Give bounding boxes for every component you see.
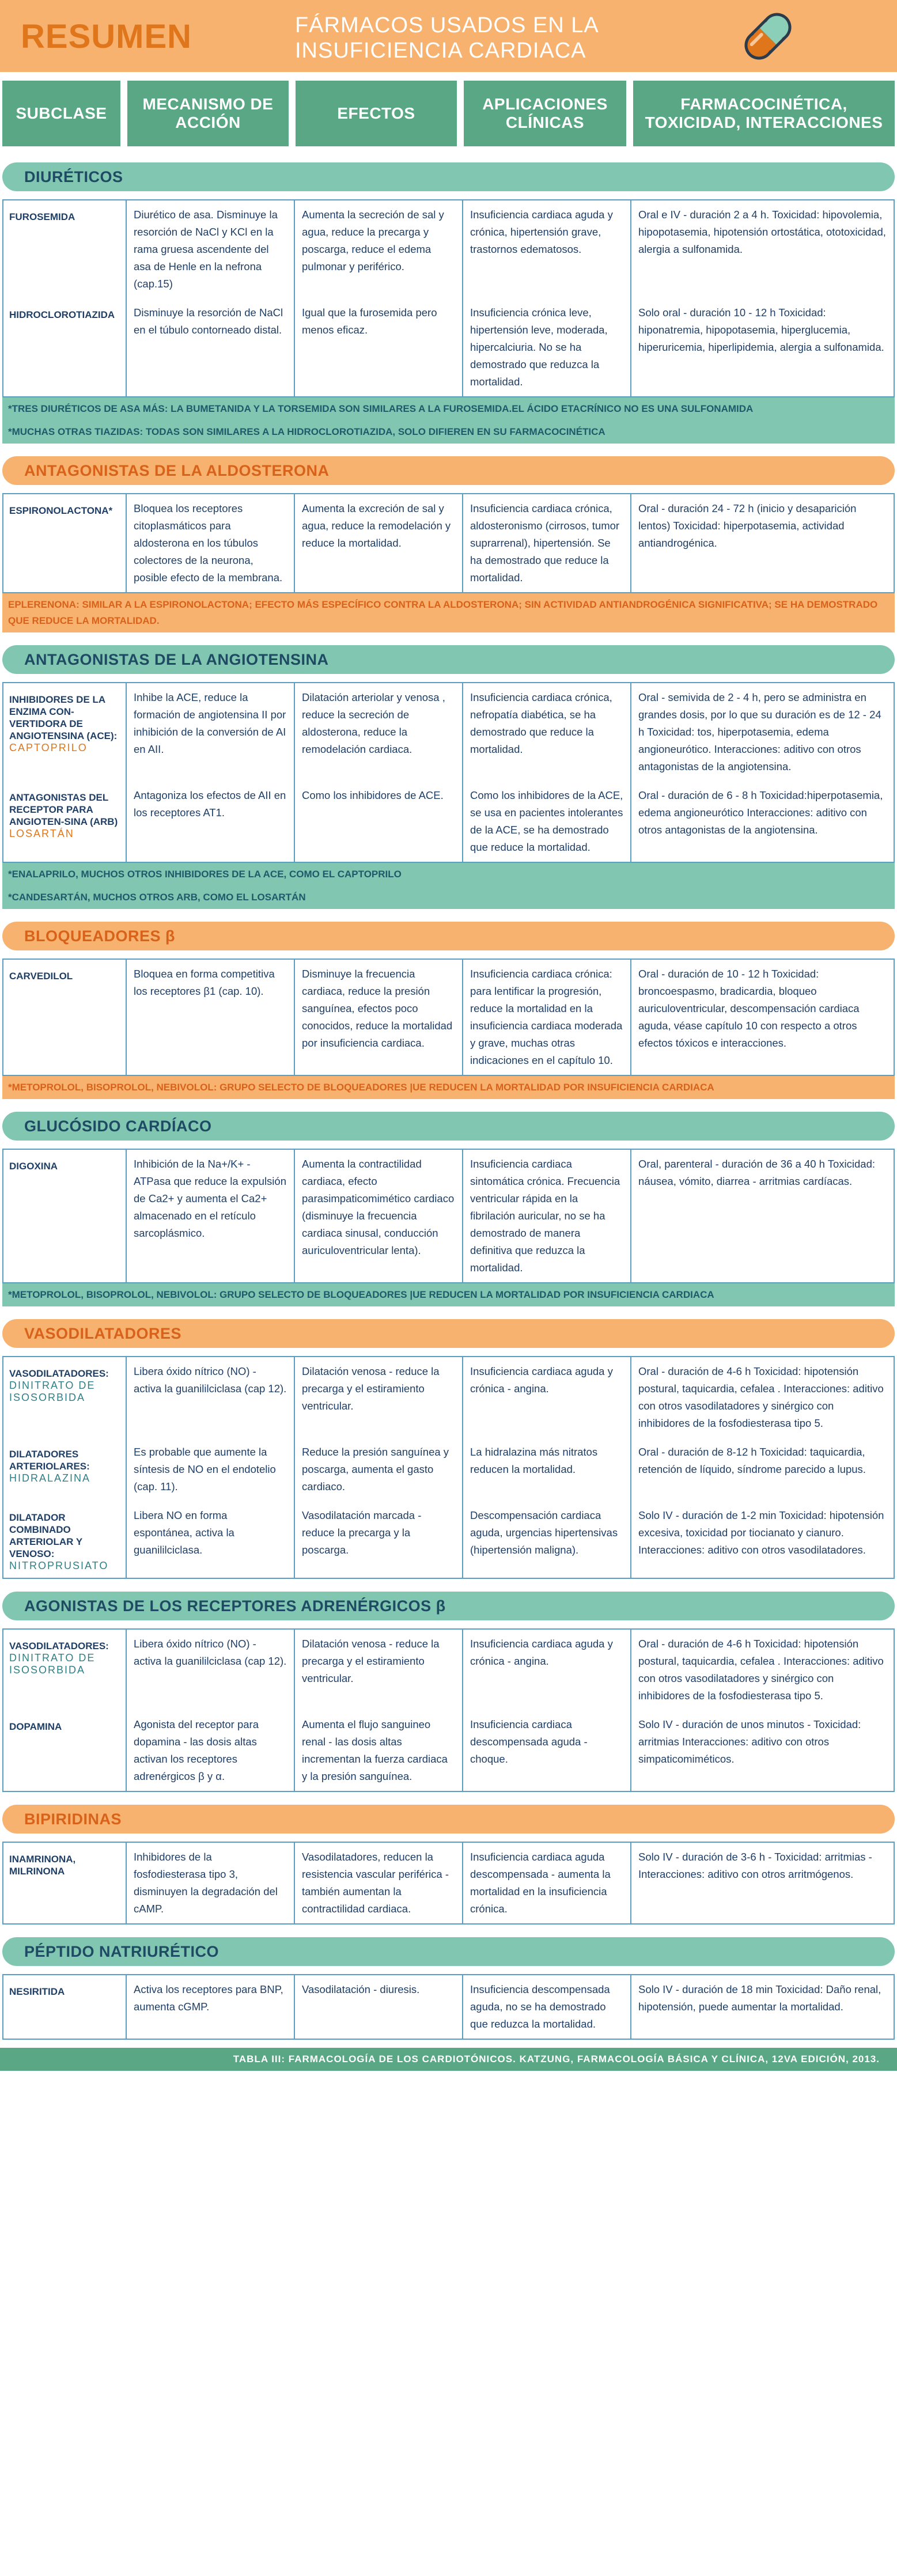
table-row: [3, 1975, 894, 2039]
drug-name: FUROSEMIDA: [9, 211, 75, 222]
table-row: [3, 200, 894, 298]
col-farmacocinetica: FARMACOCINÉTICA, TOXICIDAD, INTERACCIONES: [633, 81, 895, 146]
effects-cell: Aumenta la contractilidad cardiaca, efecto parasimpaticomimético cardiaco (disminuye la frecuencia cardiaca sinusal, conducción auriculoventricular lenta).: [294, 1150, 462, 1282]
drug-name: ESPIRONOLACTONA*: [9, 505, 113, 516]
applications-cell: Insuficiencia cardiaca aguda y crónica - angina.: [462, 1357, 630, 1438]
applications-cell: Como los inhibidores de la ACE, se usa en pacientes intolerantes de la ACE, se ha demostrado que reduce la mortalidad.: [462, 781, 630, 862]
section-table: [2, 1149, 895, 1283]
section-note: *CANDESARTÁN, MUCHOS OTROS ARB, COMO EL LOSARTÁN: [2, 886, 895, 909]
effects-cell: Aumenta el flujo sanguineo renal - las dosis altas incrementan la fuerza cardiaca y la presión sanguínea.: [294, 1710, 462, 1791]
pharmacokinetics-cell: Oral - duración de 10 - 12 h Toxicidad: broncoespasmo, bradicardia, bloqueo auriculoventricular, descompensación cardiaca aguda, véase capítulo 10 con respecto a otros efectos tóxicos e interacciones.: [630, 960, 894, 1075]
applications-cell: Insuficiencia cardiaca crónica: para lentificar la progresión, reduce la mortalidad en la insuficiencia cardiaca moderada y grave, muchas otras indicaciones en el capítulo 10.: [462, 960, 630, 1075]
pharmacokinetics-cell: Oral - duración de 8-12 h Toxicidad: taquicardia, retención de líquido, síndrome parecido a lupus.: [630, 1438, 894, 1501]
applications-cell: Descompensación cardiaca aguda, urgencias hipertensivas (hipertensión maligna).: [462, 1501, 630, 1578]
table-row: [3, 1357, 894, 1438]
section-header: AGONISTAS DE LOS RECEPTORES ADRENÉRGICOS β: [2, 1592, 895, 1620]
pharmacokinetics-cell: Solo IV - duración de 3-6 h - Toxicidad: arritmias - Interacciones: aditivo con otros arritmógenos.: [630, 1843, 894, 1923]
drug-name-cell: [3, 1630, 126, 1710]
column-headers: [0, 72, 897, 150]
effects-cell: Aumenta la excreción de sal y agua, reduce la remodelación y reduce la mortalidad.: [294, 494, 462, 592]
drug-name-cell: [3, 1975, 126, 2039]
pharmacokinetics-cell: Solo IV - duración de 18 min Toxicidad: Daño renal, hipotensión, puede aumentar la mortalidad.: [630, 1975, 894, 2039]
effects-cell: Reduce la presión sanguínea y poscarga, aumenta el gasto cardiaco.: [294, 1438, 462, 1501]
drug-name: INHIBIDORES DE LA ENZIMA CON-VERTIDORA DE ANGIOTENSINA (ACE):: [9, 694, 118, 741]
table-row: [3, 494, 894, 592]
capsule-icon: [736, 5, 800, 68]
pharmacokinetics-cell: Solo IV - duración de 1-2 min Toxicidad: hipotensión excesiva, toxicidad por tiocianato y cianuro. Interacciones: aditivo con otros vasodilatadores.: [630, 1501, 894, 1578]
drug-name: DILATADOR COMBINADO ARTERIOLAR Y VENOSO:: [9, 1512, 82, 1559]
applications-cell: Insuficiencia descompensada aguda, no se ha demostrado que reduzca la mortalidad.: [462, 1975, 630, 2039]
mechanism-cell: Diurético de asa. Disminuye la resorción de NaCl y KCl en la rama gruesa ascendente del asa de Henle en la nefrona (cap.15): [126, 200, 294, 298]
pharmacokinetics-cell: Oral, parenteral - duración de 36 a 40 h Toxicidad: náusea, vómito, diarrea - arritmias cardíacas.: [630, 1150, 894, 1282]
effects-cell: Vasodilatadores, reducen la resistencia vascular periférica - también aumentan la contractilidad cardiaca.: [294, 1843, 462, 1923]
drug-name-cell: [3, 1357, 126, 1438]
subtitle-line-2: INSUFICIENCIA CARDIACA: [295, 39, 586, 63]
effects-cell: Aumenta la secreción de sal y agua, reduce la precarga y poscarga, reduce el edema pulmonar y periférico.: [294, 200, 462, 298]
effects-cell: Dilatación arteriolar y venosa , reduce la secreción de aldosterona, reduce la remodelación cardiaca.: [294, 683, 462, 781]
drug-name-cell: [3, 1501, 126, 1578]
mechanism-cell: Libera óxido nítrico (NO) - activa la guanililciclasa (cap 12).: [126, 1357, 294, 1438]
applications-cell: Insuficiencia cardiaca descompensada aguda - choque.: [462, 1710, 630, 1791]
section-note: *METOPROLOL, BISOPROLOL, NEBIVOLOL: GRUPO SELECTO DE BLOQUEADORES |UE REDUCEN LA MORTALIDAD POR INSUFICIENCIA CARDIACA: [2, 1283, 895, 1306]
section-table: [2, 493, 895, 593]
section-header: PÉPTIDO NATRIURÉTICO: [2, 1937, 895, 1966]
drug-example: LOSARTÁN: [9, 828, 74, 839]
drug-name-cell: [3, 781, 126, 862]
table-row: [3, 1843, 894, 1923]
section-note: EPLERENONA: SIMILAR A LA ESPIRONOLACTONA; EFECTO MÁS ESPECÍFICO CONTRA LA ALDOSTERONA; SIN ACTIVIDAD ANTIANDROGÉNICA SIGNIFICATIVA; SE HA DEMOSTRADO QUE REDUCE LA MORTALIDAD.: [2, 593, 895, 632]
table-row: [3, 1438, 894, 1501]
applications-cell: La hidralazina más nitratos reducen la mortalidad.: [462, 1438, 630, 1501]
section-table: [2, 1356, 895, 1579]
drug-name: VASODILATADORES:: [9, 1368, 109, 1379]
pharmacokinetics-cell: Oral e IV - duración 2 a 4 h. Toxicidad: hipovolemia, hipopotasemia, hipotensión ortostática, ototoxicidad, alergia a sulfonamida.: [630, 200, 894, 298]
col-subclase: SUBCLASE: [2, 81, 120, 146]
pharmacokinetics-cell: Oral - duración 24 - 72 h (inicio y desaparición lentos) Toxicidad: hiperpotasemia, actividad antiandrogénica.: [630, 494, 894, 592]
pharmacokinetics-cell: Oral - duración de 6 - 8 h Toxicidad:hiperpotasemia, edema angioneurótico Interacciones: aditivo con otros antagonistas de la angiotensina.: [630, 781, 894, 862]
effects-cell: Dilatación venosa - reduce la precarga y el estiramiento ventricular.: [294, 1630, 462, 1710]
table-row: [3, 781, 894, 862]
subtitle-line-1: FÁRMACOS USADOS EN LA: [295, 13, 599, 37]
mechanism-cell: Libera óxido nítrico (NO) - activa la guanililciclasa (cap 12).: [126, 1630, 294, 1710]
header-banner: [0, 0, 897, 72]
mechanism-cell: Libera NO en forma espontánea, activa la guanililciclasa.: [126, 1501, 294, 1578]
drug-name: DILATADORES ARTERIOLARES:: [9, 1449, 90, 1472]
effects-cell: Vasodilatación - diuresis.: [294, 1975, 462, 2039]
effects-cell: Igual que la furosemida pero menos eficaz.: [294, 298, 462, 396]
drug-example: HIDRALAZINA: [9, 1472, 91, 1484]
drug-name-cell: [3, 494, 126, 592]
drug-name: ANTAGONISTAS DEL RECEPTOR PARA ANGIOTEN-SINA (ARB): [9, 792, 118, 827]
drug-name: INAMRINONA, MILRINONA: [9, 1854, 76, 1877]
drug-name-cell: [3, 1438, 126, 1501]
drug-name-cell: [3, 1710, 126, 1791]
mechanism-cell: Agonista del receptor para dopamina - las dosis altas activan los receptores adrenérgicos β y α.: [126, 1710, 294, 1791]
section-table: [2, 1842, 895, 1925]
section-table: [2, 199, 895, 397]
section-note: *METOPROLOL, BISOPROLOL, NEBIVOLOL: GRUPO SELECTO DE BLOQUEADORES |UE REDUCEN LA MORTALIDAD POR INSUFICIENCIA CARDIACA: [2, 1076, 895, 1099]
mechanism-cell: Inhibición de la Na+/K+ -ATPasa que reduce la expulsión de Ca2+ y aumenta el Ca2+ almacenado en el retículo sarcoplásmico.: [126, 1150, 294, 1282]
applications-cell: Insuficiencia cardiaca crónica, aldosteronismo (cirrosos, tumor suprarrenal), hipertensión. Se ha demostrado que reduce la mortalidad.: [462, 494, 630, 592]
mechanism-cell: Inhibidores de la fosfodiesterasa tipo 3, disminuyen la degradación del cAMP.: [126, 1843, 294, 1923]
drug-name-cell: [3, 298, 126, 396]
drug-example: NITROPRUSIATO: [9, 1560, 109, 1571]
effects-cell: Dilatación venosa - reduce la precarga y el estiramiento ventricular.: [294, 1357, 462, 1438]
drug-name: CARVEDILOL: [9, 971, 73, 982]
pharmacokinetics-cell: Solo oral - duración 10 - 12 h Toxicidad: hiponatremia, hipopotasemia, hiperglucemia, hiperuricemia, hiperlipidemia, alergia a sulfonamida.: [630, 298, 894, 396]
col-aplicaciones: APLICACIONES CLÍNICAS: [464, 81, 626, 146]
effects-cell: Vasodilatación marcada - reduce la precarga y la poscarga.: [294, 1501, 462, 1578]
mechanism-cell: Bloquea en forma competitiva los receptores β1 (cap. 10).: [126, 960, 294, 1075]
mechanism-cell: Activa los receptores para BNP, aumenta cGMP.: [126, 1975, 294, 2039]
drug-name-cell: [3, 683, 126, 781]
section-note: *ENALAPRILO, MUCHOS OTROS INHIBIDORES DE LA ACE, COMO EL CAPTOPRILO: [2, 863, 895, 886]
mechanism-cell: Es probable que aumente la síntesis de NO en el endotelio (cap. 11).: [126, 1438, 294, 1501]
applications-cell: Insuficiencia cardiaca aguda y crónica, hipertensión grave, trastornos edematosos.: [462, 200, 630, 298]
applications-cell: Insuficiencia cardiaca crónica, nefropatía diabética, se ha demostrado que reduce la mortalidad.: [462, 683, 630, 781]
table-row: [3, 298, 894, 396]
drug-name-cell: [3, 960, 126, 1075]
section-table: [2, 959, 895, 1076]
drug-name: DIGOXINA: [9, 1161, 58, 1172]
pharmacokinetics-cell: Oral - duración de 4-6 h Toxicidad: hipotensión postural, taquicardia, cefalea . Interacciones: aditivo con otros vasodilatadores y sinérgico con inhibidores de la fosfodiesterasa tipo 5.: [630, 1630, 894, 1710]
section-header: ANTAGONISTAS DE LA ANGIOTENSINA: [2, 645, 895, 674]
drug-name: HIDROCLOROTIAZIDA: [9, 309, 115, 320]
table-row: [3, 1150, 894, 1282]
drug-name: VASODILATADORES:: [9, 1641, 109, 1651]
col-mecanismo: MECANISMO DE ACCIÓN: [127, 81, 289, 146]
drug-name-cell: [3, 1150, 126, 1282]
col-efectos: EFECTOS: [296, 81, 457, 146]
effects-cell: Disminuye la frecuencia cardiaca, reduce la presión sanguínea, efectos poco conocidos, reduce la mortalidad por insuficiencia cardiaca.: [294, 960, 462, 1075]
section-table: [2, 682, 895, 863]
mechanism-cell: Inhibe la ACE, reduce la formación de angiotensina II por inhibición de la conversión de AI en AII.: [126, 683, 294, 781]
effects-cell: Como los inhibidores de ACE.: [294, 781, 462, 862]
table-row: [3, 683, 894, 781]
applications-cell: Insuficiencia cardiaca aguda y crónica - angina.: [462, 1630, 630, 1710]
sections-container: [0, 162, 897, 2040]
mechanism-cell: Disminuye la resorción de NaCl en el túbulo contorneado distal.: [126, 298, 294, 396]
drug-example: CAPTOPRILO: [9, 742, 88, 753]
drug-name: DOPAMINA: [9, 1721, 62, 1732]
page-subtitle: [295, 13, 599, 63]
table-row: [3, 1630, 894, 1710]
table-row: [3, 960, 894, 1075]
drug-example: DINITRATO DE ISOSORBIDA: [9, 1652, 96, 1676]
table-row: [3, 1501, 894, 1578]
pharmacokinetics-cell: Oral - semivida de 2 - 4 h, pero se administra en grandes dosis, por lo que su duración es de 12 - 24 h Toxicidad: tos, hiperpotasemia, edema angioneurótico. Interacciones: aditivo con otros antagonistas de la angiotensina.: [630, 683, 894, 781]
drug-example: DINITRATO DE ISOSORBIDA: [9, 1380, 96, 1403]
section-header: BIPIRIDINAS: [2, 1805, 895, 1833]
applications-cell: Insuficiencia cardiaca aguda descompensada - aumenta la mortalidad en la insuficiencia crónica.: [462, 1843, 630, 1923]
section-note: *TRES DIURÉTICOS DE ASA MÁS: LA BUMETANIDA Y LA TORSEMIDA SON SIMILARES A LA FUROSEMIDA.EL ÁCIDO ETACRÍNICO NO ES UNA SULFONAMIDA: [2, 397, 895, 421]
section-table: [2, 1974, 895, 2040]
pharmacokinetics-cell: Solo IV - duración de unos minutos - Toxicidad: arritmias Interacciones: aditivo con otros simpaticomiméticos.: [630, 1710, 894, 1791]
section-table: [2, 1628, 895, 1792]
section-header: DIURÉTICOS: [2, 162, 895, 191]
table-row: [3, 1710, 894, 1791]
footer-citation: TABLA III: FARMACOLOGÍA DE LOS CARDIOTÓNICOS. KATZUNG, FARMACOLOGÍA BÁSICA Y CLÍNICA, 12VA EDICIÓN, 2013.: [0, 2048, 897, 2071]
pharmacokinetics-cell: Oral - duración de 4-6 h Toxicidad: hipotensión postural, taquicardia, cefalea . Interacciones: aditivo con otros vasodilatadores y sinérgico con inhibidores de la fosfodiesterasa tipo 5.: [630, 1357, 894, 1438]
drug-name: NESIRITIDA: [9, 1986, 65, 1997]
section-header: BLOQUEADORES β: [2, 922, 895, 950]
section-header: VASODILATADORES: [2, 1319, 895, 1348]
section-note: *MUCHAS OTRAS TIAZIDAS: TODAS SON SIMILARES A LA HIDROCLOROTIAZIDA, SOLO DIFIEREN EN SU FARMACOCINÉTICA: [2, 421, 895, 444]
section-header: GLUCÓSIDO CARDÍACO: [2, 1112, 895, 1141]
applications-cell: Insuficiencia cardiaca sintomática crónica. Frecuencia ventricular rápida en la fibrilación auricular, no se ha demostrado de manera definitiva que reduzca la mortalidad.: [462, 1150, 630, 1282]
mechanism-cell: Antagoniza los efectos de AII en los receptores AT1.: [126, 781, 294, 862]
drug-name-cell: [3, 200, 126, 298]
drug-name-cell: [3, 1843, 126, 1923]
applications-cell: Insuficiencia crónica leve, hipertensión leve, moderada, hipercalciuria. No se ha demostrado que reduzca la mortalidad.: [462, 298, 630, 396]
page-title: RESUMEN: [21, 18, 192, 55]
mechanism-cell: Bloquea los receptores citoplasmáticos para aldosterona en los túbulos colectores de la neurona, posible efecto de la membrana.: [126, 494, 294, 592]
section-header: ANTAGONISTAS DE LA ALDOSTERONA: [2, 456, 895, 485]
